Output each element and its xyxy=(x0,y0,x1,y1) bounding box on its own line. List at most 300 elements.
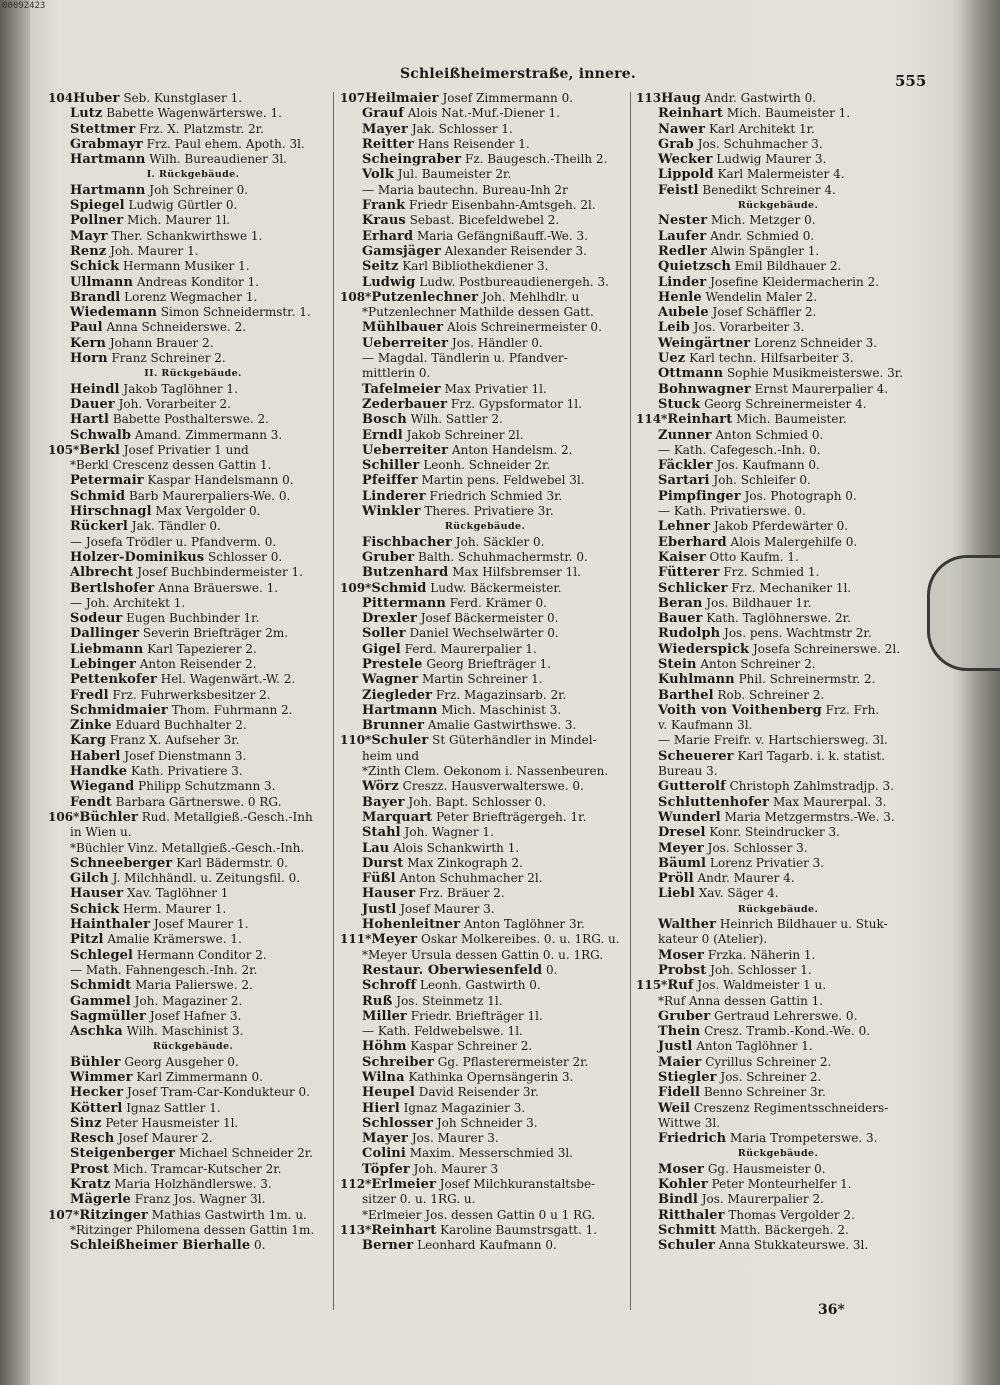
resident-details: Wilh. Maschinist 3. xyxy=(122,1024,244,1039)
resident-name: Meyer xyxy=(658,840,704,856)
house-number: 115* xyxy=(636,978,668,993)
resident-name: Pettenkofer xyxy=(70,672,157,688)
resident-name: Hainthaler xyxy=(70,917,151,933)
resident-name: Lau xyxy=(362,840,390,856)
entry-continuation: *Ruf Anna dessen Gattin 1. xyxy=(658,993,824,1008)
resident-name: Schreiber xyxy=(362,1054,434,1070)
entry-continuation: Wittwe 3l. xyxy=(658,1115,721,1130)
resident-details: Georg Schreinermeister 4. xyxy=(700,396,867,411)
directory-entry xyxy=(340,428,630,443)
resident-details: Frz. Gypsformator 1l. xyxy=(447,396,582,411)
house-number: 113* xyxy=(340,1222,372,1237)
directory-entry xyxy=(48,122,338,137)
resident-name: Ritthaler xyxy=(658,1207,725,1223)
directory-entry xyxy=(636,106,920,121)
resident-name: Beran xyxy=(658,595,703,611)
directory-entry xyxy=(340,382,630,397)
resident-details: Karl Malermeister 4. xyxy=(713,167,845,182)
resident-details: Mich. Baumeister 1. xyxy=(723,106,851,121)
resident-name: Justl xyxy=(658,1039,693,1055)
resident-details: Franz X. Aufseher 3r. xyxy=(106,733,240,748)
directory-entry xyxy=(636,336,920,351)
resident-name: Schuler xyxy=(658,1238,715,1254)
directory-entry xyxy=(48,994,338,1009)
resident-details: Gg. Pflasterermeister 2r. xyxy=(433,1054,589,1069)
resident-details: Jakob Pferdewärter 0. xyxy=(710,519,849,534)
directory-entry xyxy=(340,1116,630,1131)
resident-name: Brunner xyxy=(362,718,425,734)
directory-entry xyxy=(340,611,630,626)
directory-entry xyxy=(636,305,920,320)
resident-details: Mich. Baumeister. xyxy=(732,412,847,427)
resident-name: Probst xyxy=(658,962,707,978)
resident-details: Karl Bädermstr. 0. xyxy=(172,855,289,870)
resident-name: Wörz xyxy=(362,779,399,795)
directory-entry xyxy=(340,473,630,488)
house-number: 105* xyxy=(48,442,80,457)
resident-name: Töpfer xyxy=(362,1161,410,1177)
directory-entry xyxy=(636,917,920,932)
directory-entry xyxy=(48,948,338,963)
resident-name: Schick xyxy=(70,259,120,275)
directory-entry xyxy=(636,642,920,657)
directory-entry xyxy=(636,183,920,198)
resident-name: Weil xyxy=(658,1100,691,1116)
directory-entry xyxy=(636,213,920,228)
directory-entry xyxy=(340,443,630,458)
directory-entry xyxy=(636,749,920,764)
house-number: 107* xyxy=(48,1207,80,1222)
directory-entry xyxy=(340,963,630,978)
resident-details: Anton Schreiner 2. xyxy=(696,656,816,671)
directory-entry xyxy=(340,458,630,473)
resident-name: Fendt xyxy=(70,794,112,810)
resident-name: Schuler xyxy=(371,733,429,749)
directory-entry xyxy=(48,397,338,412)
resident-name: Quietzsch xyxy=(658,259,731,275)
resident-name: Leib xyxy=(658,320,690,336)
resident-details: Rob. Schreiner 2. xyxy=(713,687,825,702)
directory-entry xyxy=(48,672,338,687)
directory-entry xyxy=(340,795,630,810)
resident-details: Joh. Maurer 3 xyxy=(409,1161,499,1176)
resident-details: Joh. Bapt. Schlosser 0. xyxy=(404,794,547,809)
resident-details: Alois Nat.-Muf.-Diener 1. xyxy=(403,106,560,121)
resident-name: Fidell xyxy=(658,1085,701,1101)
resident-name: Erndl xyxy=(362,427,403,443)
directory-entry xyxy=(48,137,338,152)
resident-details: Karl techn. Hilfsarbeiter 3. xyxy=(685,351,854,366)
directory-entry xyxy=(340,290,630,305)
resident-name: Huber xyxy=(73,91,120,106)
resident-details: Josef Tram-Car-Kondukteur 0. xyxy=(123,1085,310,1100)
section-heading: Rückgebäude. xyxy=(737,200,819,212)
directory-entry xyxy=(340,1131,630,1146)
resident-name: Pollner xyxy=(70,213,124,229)
resident-name: Seitz xyxy=(362,259,399,275)
house-number: 114* xyxy=(636,412,668,427)
resident-details: Wendelin Maler 2. xyxy=(701,289,818,304)
directory-entry xyxy=(340,1146,630,1161)
directory-entry xyxy=(48,856,338,871)
resident-details: Franz Jos. Wagner 3l. xyxy=(130,1192,266,1207)
resident-details: Josef Hafner 3. xyxy=(146,1008,242,1023)
directory-entry xyxy=(636,871,920,886)
resident-details: Joh Schreiner 0. xyxy=(145,182,249,197)
resident-name: Mayer xyxy=(362,1131,408,1147)
resident-details: Friedr. Briefträger 1l. xyxy=(406,1008,543,1023)
resident-details: Ludwig Gürtler 0. xyxy=(124,198,238,213)
resident-name: Fäckler xyxy=(658,458,713,474)
house-number: 109* xyxy=(340,580,372,595)
entry-continuation: mittlerin 0. xyxy=(362,366,431,381)
resident-details: Leonh. Gastwirth 0. xyxy=(416,978,541,993)
resident-details: Kath. Taglöhnerswe. 2r. xyxy=(702,611,851,626)
directory-entry xyxy=(340,198,630,213)
resident-name: Bosch xyxy=(362,412,407,428)
directory-entry xyxy=(48,1009,338,1024)
resident-name: Grabmayr xyxy=(70,136,143,152)
resident-details: Georg Briefträger 1. xyxy=(422,656,551,671)
directory-entry xyxy=(340,825,630,840)
directory-entry xyxy=(340,244,630,259)
directory-entry xyxy=(636,428,920,443)
entry-continuation: *Erlmeier Jos. dessen Gattin 0 u 1 RG. xyxy=(362,1207,596,1222)
resident-name: Wiederspick xyxy=(658,641,750,657)
directory-entry xyxy=(48,688,338,703)
resident-name: Linder xyxy=(658,274,707,290)
resident-details: Oskar Molkereibes. 0. u. 1RG. u. xyxy=(417,932,620,947)
directory-entry xyxy=(636,626,920,641)
resident-name: Gammel xyxy=(70,993,131,1009)
resident-details: Frz. Frh. xyxy=(821,702,880,717)
directory-entry xyxy=(636,152,920,167)
directory-entry xyxy=(636,550,920,565)
resident-details: Josef Dienstmann 3. xyxy=(120,748,247,763)
resident-name: Ruf xyxy=(667,978,694,994)
entry-continuation: in Wien u. xyxy=(70,825,132,840)
resident-name: Bayer xyxy=(362,794,405,810)
directory-entry xyxy=(340,106,630,121)
directory-entry xyxy=(48,1055,338,1070)
directory-entry xyxy=(340,336,630,351)
resident-details: Jos. Händler 0. xyxy=(448,335,543,350)
resident-name: Prost xyxy=(70,1161,110,1177)
resident-name: Kratz xyxy=(70,1177,111,1193)
section-heading: II. Rückgebäude. xyxy=(144,368,242,380)
house-number: 107 xyxy=(340,91,366,105)
directory-entry xyxy=(340,229,630,244)
resident-name: Restaur. Oberwiesenfeld xyxy=(362,962,543,978)
resident-name: Pitzl xyxy=(70,932,104,948)
resident-name: Reitter xyxy=(362,136,414,152)
resident-name: Sodeur xyxy=(70,611,123,627)
directory-entry xyxy=(48,779,338,794)
resident-name: Schleißheimer Bierhalle xyxy=(70,1238,251,1254)
house-number: 112* xyxy=(340,1177,372,1192)
section-heading: Rückgebäude. xyxy=(737,903,819,915)
directory-entry xyxy=(636,565,920,580)
directory-entry xyxy=(48,1024,338,1039)
resident-details: Kath. Privatiere 3. xyxy=(127,764,243,779)
page-number: 555 xyxy=(895,72,927,90)
resident-name: Holzer-Dominikus xyxy=(70,549,205,565)
binding-shadow xyxy=(0,0,30,1385)
resident-name: Pittermann xyxy=(362,595,446,611)
directory-entry xyxy=(48,183,338,198)
directory-entry xyxy=(48,1162,338,1177)
column-1 xyxy=(48,91,338,1254)
directory-entry xyxy=(340,152,630,167)
resident-details: Matth. Bäckergeh. 2. xyxy=(716,1222,849,1237)
resident-name: Dresel xyxy=(658,825,706,841)
entry-continuation: — Kath. Feldwebelswe. 1l. xyxy=(362,1024,523,1039)
resident-details: Alois Schankwirth 1. xyxy=(389,840,520,855)
resident-details: Georg Ausgeher 0. xyxy=(120,1054,239,1069)
resident-details: Wilh. Bureaudiener 3l. xyxy=(145,152,287,167)
resident-name: Bohnwagner xyxy=(658,381,751,397)
resident-details: Sophie Musikmeisterswe. 3r. xyxy=(723,366,903,381)
directory-entry xyxy=(636,795,920,810)
directory-entry xyxy=(340,1101,630,1116)
resident-name: Fredl xyxy=(70,687,109,703)
directory-entry xyxy=(48,810,338,825)
resident-name: Stein xyxy=(658,656,697,672)
directory-entry xyxy=(636,1208,920,1223)
resident-details: Joh. Maurer 1. xyxy=(106,243,199,258)
resident-details: Josef Maurer 1. xyxy=(150,917,249,932)
resident-details: Jos. Kaufmann 0. xyxy=(712,458,820,473)
directory-entry xyxy=(340,565,630,580)
resident-name: Schneeberger xyxy=(70,855,173,871)
section-heading: Rückgebäude. xyxy=(737,1148,819,1160)
directory-entry xyxy=(340,810,630,825)
directory-entry xyxy=(636,122,920,137)
resident-details: Joh. Vorarbeiter 2. xyxy=(114,396,231,411)
resident-name: Stuck xyxy=(658,396,701,412)
resident-details: Anna Stukkateurswe. 3l. xyxy=(714,1238,869,1253)
directory-entry xyxy=(636,611,920,626)
resident-details: Konr. Steindrucker 3. xyxy=(705,825,840,840)
resident-details: Rud. Metallgieß.-Gesch.-Inh xyxy=(137,809,313,824)
resident-details: Maria Trompeterswe. 3. xyxy=(726,1131,878,1146)
resident-details: Josef Bäckermeister 0. xyxy=(416,611,559,626)
resident-name: Gutterolf xyxy=(658,779,726,795)
resident-name: Colini xyxy=(362,1146,406,1162)
resident-name: Ullmann xyxy=(70,274,133,290)
section-heading: Rückgebäude. xyxy=(444,521,526,533)
resident-name: Schlicker xyxy=(658,580,728,596)
resident-name: Hirschnagl xyxy=(70,504,152,520)
resident-name: Laufer xyxy=(658,228,707,244)
resident-details: Hel. Wagenwärt.-W. 2. xyxy=(156,672,296,687)
directory-entry xyxy=(48,428,338,443)
resident-name: Pfeiffer xyxy=(362,473,418,489)
resident-name: Wunderl xyxy=(658,809,721,825)
directory-entry xyxy=(340,91,630,106)
directory-entry xyxy=(636,458,920,473)
directory-entry xyxy=(636,672,920,687)
directory-entry xyxy=(340,1238,630,1253)
directory-entry xyxy=(340,841,630,856)
page-header: Schleißheimerstraße, innere. xyxy=(400,66,636,82)
resident-name: Grab xyxy=(658,136,694,152)
resident-details: Simon Schneidermstr. 1. xyxy=(156,305,311,320)
resident-details: Maxim. Messerschmied 3l. xyxy=(405,1146,574,1161)
directory-entry xyxy=(48,305,338,320)
resident-details: Cresz. Tramb.-Kond.-We. 0. xyxy=(700,1024,871,1039)
resident-details: Max Hilfsbremser 1l. xyxy=(448,565,581,580)
resident-details: Anton Handelsm. 2. xyxy=(448,442,573,457)
resident-name: Thein xyxy=(658,1024,701,1040)
directory-entry xyxy=(636,1085,920,1100)
directory-entry xyxy=(340,886,630,901)
resident-name: Hartmann xyxy=(362,702,438,718)
directory-entry xyxy=(340,703,630,718)
directory-entry xyxy=(340,489,630,504)
resident-details: Daniel Wechselwärter 0. xyxy=(405,626,559,641)
resident-name: Stettmer xyxy=(70,121,136,137)
resident-details: Jul. Baumeister 2r. xyxy=(393,167,512,182)
resident-name: Schluttenhofer xyxy=(658,794,770,810)
resident-details: Jos. Steinmetz 1l. xyxy=(392,993,503,1008)
resident-details: 0. xyxy=(542,962,558,977)
directory-entry xyxy=(636,489,920,504)
resident-details: Jos. Maurerpalier 2. xyxy=(697,1192,824,1207)
resident-details: Frz. Fuhrwerksbesitzer 2. xyxy=(108,687,271,702)
directory-entry xyxy=(48,749,338,764)
resident-name: Mayer xyxy=(362,121,408,137)
resident-details: Andr. Gastwirth 0. xyxy=(700,91,817,105)
directory-entry xyxy=(636,229,920,244)
resident-details: Lorenz Wegmacher 1. xyxy=(120,289,258,304)
resident-details: Eduard Buchhalter 2. xyxy=(111,718,247,733)
resident-name: Höhm xyxy=(362,1039,407,1055)
directory-entry xyxy=(340,137,630,152)
directory-entry xyxy=(48,626,338,641)
resident-name: Schwalb xyxy=(70,427,132,443)
resident-details: Maria Gefängnißauff.-We. 3. xyxy=(413,228,588,243)
resident-name: Reinhart xyxy=(667,412,733,428)
resident-details: Peter Hausmeister 1l. xyxy=(101,1115,239,1130)
resident-details: Anton Reisender 2. xyxy=(135,656,257,671)
directory-entry xyxy=(48,519,338,534)
resident-details: Joh. Säckler 0. xyxy=(451,534,545,549)
directory-entry xyxy=(48,275,338,290)
resident-name: Schmidt xyxy=(70,978,132,994)
resident-details: Michael Schneider 2r. xyxy=(175,1146,313,1161)
directory-entry xyxy=(48,932,338,947)
resident-name: Winkler xyxy=(362,504,421,520)
directory-entry xyxy=(636,290,920,305)
directory-entry xyxy=(636,963,920,978)
resident-details: Friedrich Schmied 3r. xyxy=(425,488,563,503)
resident-details: Joh. Schlosser 1. xyxy=(706,962,812,977)
resident-details: Franz Schreiner 2. xyxy=(107,351,226,366)
resident-details: Kathinka Opernsängerin 3. xyxy=(404,1070,574,1084)
resident-details: Karl Architekt 1r. xyxy=(705,121,815,136)
resident-details: Eugen Buchbinder 1r. xyxy=(122,611,260,626)
column-rule xyxy=(630,92,631,1310)
directory-entry xyxy=(48,657,338,672)
resident-details: Anton Schuhmacher 2l. xyxy=(395,871,543,886)
resident-details: Max Privatier 1l. xyxy=(440,381,547,396)
directory-entry xyxy=(636,825,920,840)
resident-name: Miller xyxy=(362,1008,407,1024)
directory-entry xyxy=(636,581,920,596)
resident-name: Kötterl xyxy=(70,1100,123,1116)
directory-entry xyxy=(48,473,338,488)
directory-entry xyxy=(636,1101,920,1116)
resident-name: Bühler xyxy=(70,1054,121,1070)
directory-entry xyxy=(48,504,338,519)
resident-details: David Reisender 3r. xyxy=(414,1085,539,1100)
directory-entry xyxy=(340,626,630,641)
directory-entry xyxy=(636,1192,920,1207)
entry-continuation: Bureau 3. xyxy=(658,764,718,779)
resident-details: Jos. Schuhmacher 3. xyxy=(693,136,823,151)
resident-name: Bertlshofer xyxy=(70,580,155,596)
resident-name: Weingärtner xyxy=(658,335,751,351)
resident-details: Xav. Säger 4. xyxy=(694,886,779,901)
resident-name: Wiegand xyxy=(70,779,135,795)
resident-details: Jos. Waldmeister 1 u. xyxy=(693,978,827,993)
directory-entry xyxy=(48,1070,338,1085)
directory-entry xyxy=(48,91,338,106)
directory-entry xyxy=(636,366,920,381)
resident-name: Lehner xyxy=(658,519,711,535)
directory-entry xyxy=(636,1162,920,1177)
resident-details: Frz. X. Platzmstr. 2r. xyxy=(135,121,264,136)
directory-entry xyxy=(340,397,630,412)
directory-entry xyxy=(48,886,338,901)
directory-entry xyxy=(48,917,338,932)
resident-name: Albrecht xyxy=(70,565,134,581)
resident-details: Josef Milchkuranstaltsbe- xyxy=(435,1177,596,1192)
resident-name: Voith von Voithenberg xyxy=(658,702,822,718)
resident-details: Mich. Maschinist 3. xyxy=(437,702,562,717)
resident-name: Justl xyxy=(362,901,397,917)
resident-name: Nawer xyxy=(658,121,706,137)
directory-entry xyxy=(340,1177,630,1192)
resident-details: Peter Monteurhelfer 1. xyxy=(707,1177,852,1192)
resident-name: Gamsjäger xyxy=(362,243,441,259)
directory-entry xyxy=(48,351,338,366)
resident-name: Schmid xyxy=(371,580,427,596)
resident-name: Resch xyxy=(70,1131,115,1147)
directory-entry xyxy=(48,336,338,351)
directory-entry xyxy=(636,244,920,259)
resident-name: Ruß xyxy=(362,993,393,1009)
resident-details: Ferd. Krämer 0. xyxy=(445,595,547,610)
resident-details: Josef Maurer 2. xyxy=(114,1131,213,1146)
resident-details: Barb Maurerpaliers-We. 0. xyxy=(125,488,291,503)
resident-name: Liebl xyxy=(658,886,695,902)
resident-details: Seb. Kunstglaser 1. xyxy=(119,91,243,105)
resident-details: Josef Buchbindermeister 1. xyxy=(133,565,303,580)
resident-name: Gruber xyxy=(658,1008,711,1024)
resident-details: Lorenz Privatier 3. xyxy=(706,855,825,870)
resident-name: Füßl xyxy=(362,871,396,887)
resident-details: Phil. Schreinermstr. 2. xyxy=(734,672,876,687)
resident-name: Ritzinger xyxy=(79,1207,148,1223)
directory-entry xyxy=(636,1070,920,1085)
resident-details: Creszenz Regimentsschneiders- xyxy=(690,1100,889,1115)
resident-name: Scheingraber xyxy=(362,152,462,168)
directory-entry xyxy=(48,259,338,274)
resident-details: Lorenz Schneider 3. xyxy=(750,335,878,350)
resident-details: Barbara Gärtnerswe. 0 RG. xyxy=(111,794,282,809)
